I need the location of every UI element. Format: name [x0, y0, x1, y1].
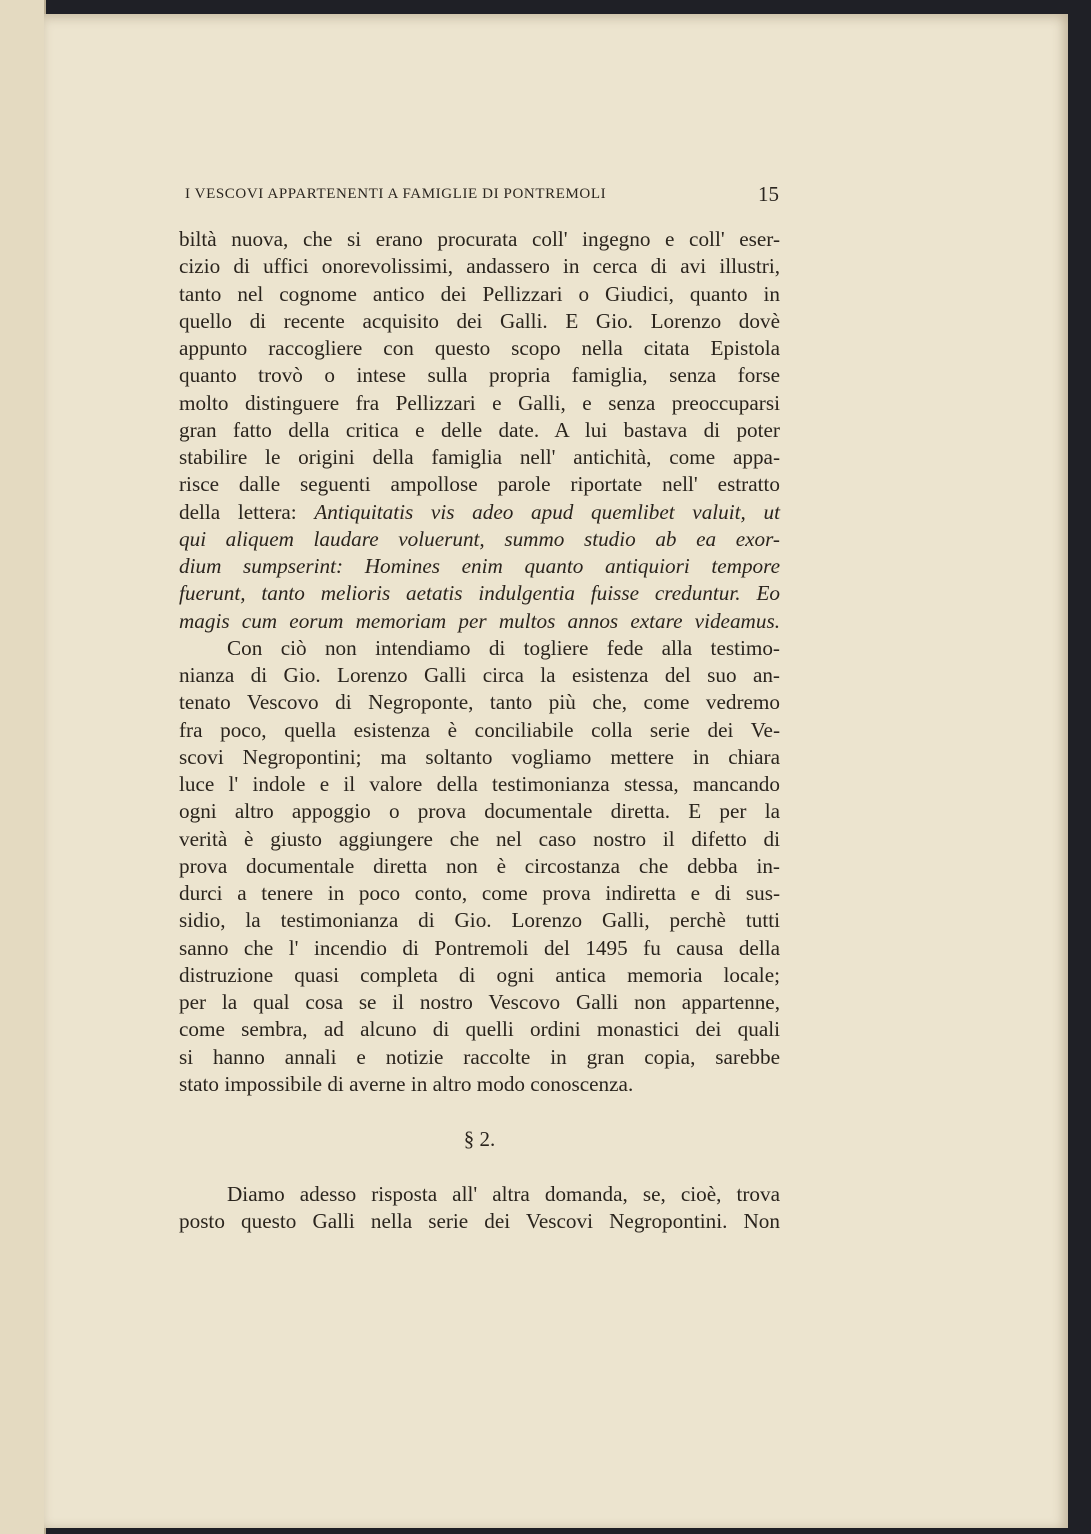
text-line: [179, 390, 780, 417]
italic-quote: qui aliquem laudare voluerunt, summo studio ab ea exor-: [179, 526, 780, 551]
text-segment: fra poco, quella esistenza è conciliabile colla serie dei Ve-: [179, 717, 780, 742]
running-header: [185, 182, 779, 206]
text-segment: tanto nel cognome antico dei Pellizzari o Giudici, quanto in: [179, 281, 780, 306]
text-segment: appunto raccogliere con questo scopo nella citata Epistola: [179, 336, 780, 360]
text-segment: Diamo adesso risposta all' altra domanda, se, cioè, trova: [227, 1182, 780, 1206]
text-line: [179, 962, 780, 989]
text-segment: luce l' indole e il valore della testimonianza stessa, mancando: [179, 772, 780, 796]
text-segment: quanto trovò o intese sulla propria famiglia, senza forse: [179, 363, 780, 388]
text-line: [179, 362, 780, 389]
text-line: [179, 608, 780, 635]
text-line: [179, 662, 780, 689]
body-text-continued: [179, 1181, 780, 1236]
text-segment: gran fatto della critica e delle date. A lui bastava di poter: [179, 417, 780, 442]
text-line: [179, 417, 780, 444]
text-line: [179, 335, 780, 362]
page-number: 15: [758, 182, 779, 206]
text-segment: Con ciò non intendiamo di togliere fede alla testimo-: [227, 635, 780, 660]
text-segment: durci a tenere in poco conto, come prova indiretta e di sus-: [179, 881, 780, 905]
text-line: [179, 1044, 780, 1071]
text-segment: stato impossibile di averne in altro modo conoscenza.: [179, 1071, 634, 1096]
text-segment: nianza di Gio. Lorenzo Galli circa la esistenza del suo an-: [179, 663, 780, 687]
text-line: [179, 281, 780, 308]
text-segment: biltà nuova, che si erano procurata coll' ingegno e coll' eser-: [179, 227, 780, 251]
text-segment: prova documentale diretta non è circostanza che debba in-: [179, 853, 780, 878]
text-line: [179, 880, 780, 907]
text-line: [179, 1016, 780, 1043]
text-line: [179, 1181, 780, 1208]
facing-page-edge: [0, 0, 46, 1534]
text-line: [179, 553, 780, 580]
text-line: [179, 526, 780, 553]
text-line: [179, 907, 780, 934]
text-line: [179, 226, 780, 253]
text-segment: stabilire le origini della famiglia nell' antichità, come appa-: [179, 445, 780, 469]
text-line: [179, 935, 780, 962]
text-segment: scovi Negropontini; ma soltanto vogliamo mettere in chiara: [179, 744, 780, 769]
text-segment: per la qual cosa se il nostro Vescovo Galli non appartenne,: [179, 990, 780, 1014]
text-segment: sidio, la testimonianza di Gio. Lorenzo Galli, perchè tutti: [179, 908, 780, 933]
text-segment: distruzione quasi completa di ogni antica memoria locale;: [179, 962, 780, 987]
italic-quote: Antiquitatis vis adeo apud quemlibet valuit, ut: [314, 499, 780, 524]
text-line: [179, 253, 780, 280]
body-text: [179, 226, 780, 1098]
italic-quote: dium sumpserint: Homines enim quanto antiquiori tempore: [179, 554, 780, 578]
text-line: [179, 580, 780, 607]
text-segment: cizio di uffici onorevolissimi, andassero in cerca di avi illustri,: [179, 254, 780, 279]
text-line: [179, 308, 780, 335]
text-line: [179, 444, 780, 471]
text-line: [179, 1071, 780, 1098]
italic-quote: magis cum eorum memoriam per multos annos extare videamus.: [179, 608, 780, 633]
text-segment: verità è giusto aggiungere che nel caso nostro il difetto di: [179, 826, 780, 851]
text-line: [179, 499, 780, 526]
text-line: [179, 1208, 780, 1235]
text-segment: tenato Vescovo di Negroponte, tanto più che, come vedremo: [179, 690, 780, 715]
text-segment: della lettera:: [179, 499, 315, 524]
italic-quote: fuerunt, tanto melioris aetatis indulgentia fuisse creduntur. Eo: [179, 581, 780, 606]
text-line: [179, 771, 780, 798]
text-segment: quello di recente acquisito dei Galli. E Gio. Lorenzo dovè: [179, 308, 780, 333]
text-segment: risce dalle seguenti ampollose parole riportate nell' estratto: [179, 472, 780, 497]
text-line: [179, 798, 780, 825]
text-segment: ogni altro appoggio o prova documentale diretta. E per la: [179, 799, 780, 824]
running-title: I VESCOVI APPARTENENTI A FAMIGLIE DI PONTREMOLI: [185, 186, 607, 202]
text-segment: come sembra, ad alcuno di quelli ordini monastici dei quali: [179, 1017, 780, 1042]
text-line: [179, 635, 780, 662]
text-line: [179, 853, 780, 880]
text-line: [179, 717, 780, 744]
text-segment: si hanno annali e notizie raccolte in gran copia, sarebbe: [179, 1044, 780, 1069]
text-line: [179, 744, 780, 771]
text-line: [179, 826, 780, 853]
text-line: [179, 689, 780, 716]
text-segment: posto questo Galli nella serie dei Vescovi Negropontini. Non: [179, 1209, 780, 1234]
text-segment: molto distinguere fra Pellizzari e Galli, e senza preoccuparsi: [179, 390, 780, 415]
text-segment: sanno che l' incendio di Pontremoli del 1495 fu causa della: [179, 935, 780, 960]
text-line: [179, 989, 780, 1016]
section-heading: § 2.: [463, 1127, 496, 1151]
text-line: [179, 471, 780, 498]
